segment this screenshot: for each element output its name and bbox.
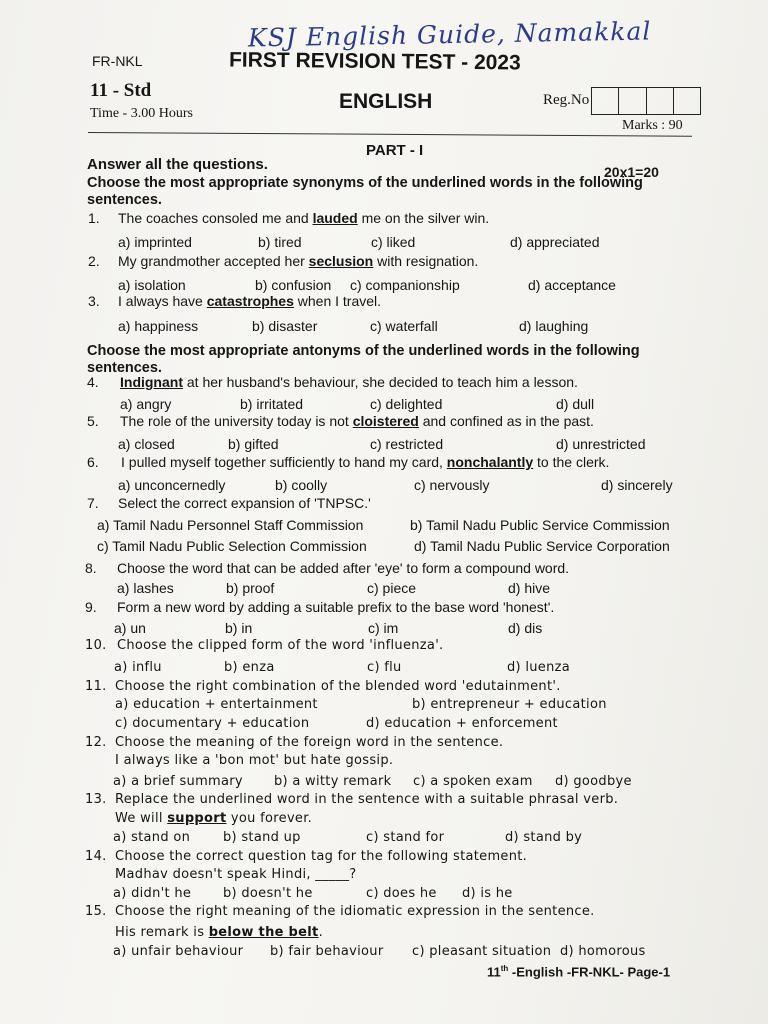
answer-option: c) a spoken exam bbox=[413, 774, 533, 789]
question-text-part: Choose the meaning of the foreign word in the sentence. bbox=[115, 735, 504, 750]
reg-no-boxes[interactable] bbox=[591, 87, 701, 115]
question-text-part: with resignation. bbox=[373, 253, 479, 269]
question-text-part: I always have bbox=[118, 293, 207, 309]
synonym-heading-line: sentences. bbox=[87, 192, 162, 208]
question-text-part: The coaches consoled me and bbox=[118, 210, 313, 226]
answer-option: c) im bbox=[368, 620, 399, 636]
answer-option: b) fair behaviour bbox=[270, 944, 384, 959]
answer-option: a) angry bbox=[120, 396, 172, 412]
answer-option: b) stand up bbox=[223, 830, 301, 845]
reg-no-label: Reg.No bbox=[543, 92, 590, 108]
question-number: 7. bbox=[87, 495, 99, 511]
handwritten-note: KSJ English Guide, Namakkal bbox=[247, 16, 652, 53]
question-text-part: Choose the correct question tag for the following statement. bbox=[115, 849, 528, 864]
page-footer bbox=[487, 964, 670, 979]
question-sentence: I always like a 'bon mot' but hate gossip. bbox=[115, 753, 394, 768]
question-text bbox=[120, 413, 594, 429]
answer-option: c) waterfall bbox=[370, 318, 438, 334]
question-number: 6. bbox=[87, 454, 99, 470]
answer-option: d) laughing bbox=[519, 318, 589, 334]
answer-option: d) dull bbox=[556, 396, 595, 412]
answer-option: a) stand on bbox=[113, 830, 191, 845]
answer-option: c) Tamil Nadu Public Selection Commission bbox=[97, 538, 367, 554]
answer-option: d) sincerely bbox=[601, 477, 673, 493]
instruction: Answer all the questions. bbox=[87, 156, 268, 173]
question-text-part: Replace the underlined word in the sentence with a suitable phrasal verb. bbox=[115, 792, 619, 807]
question-sentence bbox=[115, 925, 323, 940]
underlined-word: below the belt bbox=[208, 925, 319, 940]
answer-option: a) education + entertainment bbox=[115, 697, 318, 712]
synonym-heading-line: Choose the most appropriate synonyms of the underlined words in the following bbox=[87, 175, 643, 191]
underlined-word: cloistered bbox=[352, 413, 419, 429]
question-sentence-part: . bbox=[318, 925, 323, 940]
footer-text: -English -FR-NKL- Page-1 bbox=[508, 964, 671, 980]
question-number: 15. bbox=[85, 904, 107, 919]
answer-option: d) homorous bbox=[560, 944, 646, 959]
answer-option: b) entrepreneur + education bbox=[412, 697, 607, 712]
answer-option: d) acceptance bbox=[528, 277, 616, 293]
question-text-part: My grandmother accepted her bbox=[118, 253, 309, 269]
answer-option: c) companionship bbox=[350, 277, 460, 293]
answer-option: a) un bbox=[114, 620, 146, 636]
question-text-part: Choose the right meaning of the idiomatic expression in the sentence. bbox=[115, 904, 595, 919]
answer-option: d) luenza bbox=[507, 660, 571, 675]
answer-option: c) stand for bbox=[366, 830, 445, 845]
header-divider bbox=[88, 132, 692, 137]
antonym-heading bbox=[87, 343, 640, 377]
question-number: 14. bbox=[85, 849, 107, 864]
answer-option: c) liked bbox=[371, 234, 416, 250]
subject-title: ENGLISH bbox=[339, 90, 433, 113]
question-text bbox=[118, 210, 489, 226]
answer-option: b) tired bbox=[258, 234, 302, 250]
question-text bbox=[117, 599, 554, 615]
question-text-part: at her husband's behaviour, she decided to teach him a lesson. bbox=[183, 374, 578, 390]
underlined-word: lauded bbox=[312, 210, 358, 226]
antonym-heading-line: Choose the most appropriate antonyms of the underlined words in the following bbox=[87, 343, 640, 359]
question-text bbox=[118, 253, 478, 269]
synonym-heading bbox=[87, 175, 643, 209]
question-number: 3. bbox=[88, 293, 100, 309]
question-text bbox=[115, 735, 503, 750]
answer-option: d) Tamil Nadu Public Service Corporation bbox=[414, 538, 670, 554]
question-sentence-part: you forever. bbox=[226, 811, 313, 826]
score-label: 20x1=20 bbox=[604, 164, 659, 180]
question-number: 13. bbox=[85, 792, 107, 807]
question-text-part: to the clerk. bbox=[533, 454, 610, 470]
question-text-part: Form a new word by adding a suitable prefix to the base word 'honest'. bbox=[117, 599, 555, 615]
answer-option: d) appreciated bbox=[510, 234, 600, 250]
question-sentence: Madhav doesn't speak Hindi, _____? bbox=[115, 867, 357, 882]
question-sentence-part: We will bbox=[115, 811, 168, 826]
answer-option: a) lashes bbox=[117, 580, 174, 596]
answer-option: b) doesn't he bbox=[223, 886, 313, 901]
answer-option: d) education + enforcement bbox=[366, 716, 558, 731]
underlined-word: nonchalantly bbox=[446, 454, 534, 470]
answer-option: b) a witty remark bbox=[274, 774, 392, 789]
question-sentence bbox=[115, 811, 312, 826]
question-text bbox=[118, 293, 381, 309]
test-title: FIRST REVISION TEST - 2023 bbox=[228, 48, 521, 75]
answer-option: a) Tamil Nadu Personnel Staff Commission bbox=[97, 517, 364, 533]
marks-label: Marks : 90 bbox=[622, 118, 683, 133]
answer-option: c) restricted bbox=[370, 436, 444, 452]
question-number: 12. bbox=[85, 735, 107, 750]
question-text bbox=[115, 679, 561, 694]
answer-option: a) unconcernedly bbox=[118, 477, 226, 493]
answer-option: c) nervously bbox=[414, 477, 490, 493]
antonym-heading-line: sentences. bbox=[87, 360, 162, 376]
underlined-word: support bbox=[167, 811, 227, 826]
question-text bbox=[121, 454, 609, 470]
question-text-part: I pulled myself together sufficiently to hand my card, bbox=[121, 454, 447, 470]
question-text-part: when I travel. bbox=[293, 293, 382, 309]
answer-option: a) happiness bbox=[118, 318, 199, 334]
question-number: 11. bbox=[85, 679, 107, 694]
answer-option: d) dis bbox=[508, 620, 543, 636]
answer-option: d) unrestricted bbox=[556, 436, 646, 452]
time-label: Time - 3.00 Hours bbox=[90, 106, 193, 121]
question-number: 10. bbox=[85, 638, 107, 653]
paper-code: FR-NKL bbox=[92, 53, 143, 69]
answer-option: a) isolation bbox=[118, 277, 186, 293]
question-text bbox=[120, 374, 578, 390]
question-text-part: Select the correct expansion of 'TNPSC.' bbox=[118, 495, 371, 511]
question-text bbox=[118, 495, 371, 511]
part-title: PART - I bbox=[366, 142, 424, 159]
answer-option: a) unfair behaviour bbox=[113, 944, 244, 959]
answer-option: b) proof bbox=[226, 580, 275, 596]
answer-option: a) closed bbox=[118, 436, 175, 452]
answer-option: d) stand by bbox=[505, 830, 583, 845]
answer-option: a) didn't he bbox=[113, 886, 192, 901]
question-text-part: Choose the right combination of the blended word 'edutainment'. bbox=[115, 679, 561, 694]
answer-option: b) Tamil Nadu Public Service Commission bbox=[410, 517, 670, 533]
footer-grade: 11 bbox=[487, 964, 501, 980]
underlined-word: Indignant bbox=[120, 374, 183, 390]
question-number: 9. bbox=[85, 599, 97, 615]
answer-option: b) enza bbox=[224, 660, 275, 675]
underlined-word: catastrophes bbox=[206, 293, 294, 309]
question-text bbox=[117, 560, 569, 576]
standard-label: 11 - Std bbox=[90, 80, 152, 101]
question-text-part: Choose the word that can be added after 'eye' to form a compound word. bbox=[117, 560, 570, 576]
question-number: 5. bbox=[87, 413, 99, 429]
answer-option: c) documentary + education bbox=[115, 716, 310, 731]
answer-option: a) imprinted bbox=[118, 234, 192, 250]
question-text-part: The role of the university today is not bbox=[120, 413, 353, 429]
answer-option: c) pleasant situation bbox=[412, 944, 552, 959]
question-number: 8. bbox=[85, 560, 97, 576]
footer-grade-suffix: th bbox=[500, 964, 509, 973]
answer-option: b) gifted bbox=[228, 436, 279, 452]
question-text bbox=[115, 904, 595, 919]
answer-option: b) coolly bbox=[275, 477, 328, 493]
question-text-part: and confined as in the past. bbox=[418, 413, 594, 429]
underlined-word: seclusion bbox=[308, 253, 374, 269]
answer-option: d) hive bbox=[508, 580, 551, 596]
question-number: 4. bbox=[87, 374, 99, 390]
question-number: 1. bbox=[88, 210, 100, 226]
answer-option: b) confusion bbox=[255, 277, 332, 293]
answer-option: c) piece bbox=[367, 580, 417, 596]
answer-option: c) flu bbox=[367, 660, 402, 675]
question-text bbox=[117, 638, 444, 653]
question-number: 2. bbox=[88, 253, 100, 269]
answer-option: a) influ bbox=[114, 660, 162, 675]
answer-option: a) a brief summary bbox=[113, 774, 243, 789]
answer-option: c) delighted bbox=[370, 396, 443, 412]
question-text bbox=[115, 849, 527, 864]
answer-option: c) does he bbox=[366, 886, 437, 901]
question-text-part: Choose the clipped form of the word 'influenza'. bbox=[117, 638, 444, 653]
question-sentence-part: His remark is bbox=[115, 925, 209, 940]
answer-option: d) is he bbox=[462, 886, 513, 901]
question-text bbox=[115, 792, 618, 807]
answer-option: b) irritated bbox=[240, 396, 304, 412]
question-text-part: me on the silver win. bbox=[357, 210, 490, 226]
answer-option: d) goodbye bbox=[555, 774, 632, 789]
answer-option: b) disaster bbox=[252, 318, 318, 334]
answer-option: b) in bbox=[225, 620, 253, 636]
